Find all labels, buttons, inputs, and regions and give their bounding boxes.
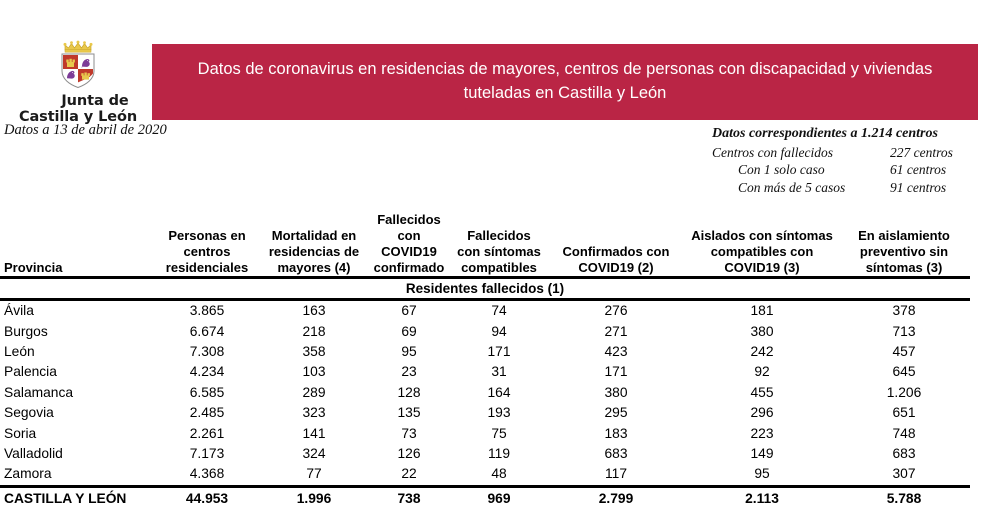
brand-name-line1: Junta de [61, 93, 129, 109]
cell-provincia: Palencia [4, 364, 57, 380]
column-header-fallecidos-compatibles: Fallecidos con síntomas compatibles [452, 212, 546, 278]
cell-value: 218 [302, 323, 326, 339]
cell-value: 380 [604, 384, 628, 400]
cell-value: 95 [401, 344, 417, 360]
cell-value: 651 [892, 405, 916, 421]
cell-value: 4.368 [189, 466, 225, 482]
cell-total-label: CASTILLA Y LEÓN [0, 486, 152, 510]
column-header-personas-centros: Personas en centros residenciales [152, 212, 262, 278]
cell-value: 48 [491, 466, 507, 482]
cell-value: 6.585 [189, 384, 225, 400]
cell-value: 323 [302, 405, 326, 421]
cell-value: 181 [750, 303, 774, 319]
cell-value: 92 [754, 364, 770, 380]
cell-total-value: 5.788 [838, 486, 970, 510]
cell-total-value: 738 [366, 486, 452, 510]
summary-value: 61 centros [890, 162, 947, 178]
cell-value: 7.308 [189, 344, 225, 360]
cell-value: 4.234 [189, 364, 225, 380]
cell-value: 141 [302, 425, 326, 441]
summary-block [712, 126, 974, 196]
cell-value: 295 [604, 405, 628, 421]
residences-data-table-wrapper [0, 212, 1003, 510]
cell-value: 126 [397, 445, 421, 461]
junta-castilla-y-leon-logo [8, 38, 148, 125]
cell-value: 683 [604, 445, 628, 461]
table-row [0, 403, 970, 423]
table-row [0, 444, 970, 464]
cell-value: 713 [892, 323, 916, 339]
cell-value: 2.485 [189, 405, 225, 421]
cell-value: 75 [491, 425, 507, 441]
cell-value: 1.206 [886, 384, 922, 400]
cell-value: 324 [302, 445, 326, 461]
cell-value: 289 [302, 384, 326, 400]
cell-value: 242 [750, 344, 774, 360]
cell-value: 171 [487, 344, 511, 360]
table-row [0, 342, 970, 362]
cell-provincia: Soria [4, 425, 37, 441]
brand-name-line2: Castilla y León [18, 108, 138, 125]
summary-row [712, 161, 974, 178]
cell-value: 31 [491, 364, 507, 380]
cell-value: 73 [401, 425, 417, 441]
data-date-note: Datos a 13 de abril de 2020 [4, 122, 167, 138]
cell-total-value: 969 [452, 486, 546, 510]
cell-value: 183 [604, 425, 628, 441]
cell-total-value: 2.799 [546, 486, 686, 510]
cell-provincia: Zamora [4, 466, 52, 482]
cell-value: 69 [401, 323, 417, 339]
cell-value: 74 [491, 303, 507, 319]
summary-title: Datos correspondientes a 1.214 centros [712, 126, 938, 141]
column-header-aislados-sintomas: Aislados con síntomas compatibles con COVID19 (3) [686, 212, 838, 278]
brand-name [8, 94, 148, 125]
cell-value: 748 [892, 425, 916, 441]
cell-value: 378 [892, 303, 916, 319]
column-header-aislamiento-preventivo: En aislamiento preventivo sin síntomas (3) [838, 212, 970, 278]
cell-value: 164 [487, 384, 511, 400]
cell-total-value: 1.996 [262, 486, 366, 510]
coat-of-arms-icon [8, 38, 148, 93]
cell-value: 358 [302, 344, 326, 360]
cell-value: 276 [604, 303, 628, 319]
summary-label: Con 1 solo caso [738, 162, 825, 178]
cell-value: 94 [491, 323, 507, 339]
cell-provincia: León [4, 344, 35, 360]
cell-value: 296 [750, 405, 774, 421]
summary-label: Centros con fallecidos [712, 145, 833, 160]
title-banner [152, 44, 978, 120]
cell-value: 271 [604, 323, 628, 339]
table-total-row [0, 486, 970, 510]
cell-value: 7.173 [189, 445, 225, 461]
cell-value: 457 [892, 344, 916, 360]
cell-value: 119 [488, 445, 510, 461]
cell-value: 117 [605, 466, 627, 482]
table-row [0, 322, 970, 342]
cell-value: 423 [604, 344, 628, 360]
cell-total-value: 44.953 [152, 486, 262, 510]
summary-row [712, 179, 974, 196]
cell-value: 103 [302, 364, 326, 380]
page-header [0, 0, 1003, 195]
cell-value: 23 [401, 364, 417, 380]
cell-value: 135 [397, 405, 421, 421]
cell-value: 128 [397, 384, 421, 400]
cell-value: 223 [750, 425, 774, 441]
cell-provincia: Salamanca [4, 384, 74, 400]
cell-value: 193 [487, 405, 511, 421]
cell-value: 77 [306, 466, 322, 482]
table-row [0, 424, 970, 444]
group-band-row [0, 278, 970, 300]
cell-provincia: Valladolid [4, 445, 63, 461]
cell-value: 683 [892, 445, 916, 461]
page-title: Datos de coronavirus en residencias de mayores, centros de personas con discapacidad y viviendas tuteladas en Castilla y León [197, 60, 933, 102]
summary-row [712, 144, 974, 161]
cell-provincia: Segovia [4, 405, 54, 421]
table-row [0, 464, 970, 486]
group-band-label: Residentes fallecidos (1) [0, 278, 970, 300]
residences-data-table [0, 212, 970, 510]
cell-value: 380 [750, 323, 774, 339]
cell-total-value: 2.113 [686, 486, 838, 510]
summary-value: 91 centros [890, 179, 947, 195]
cell-provincia: Burgos [4, 323, 48, 339]
cell-value: 163 [302, 303, 326, 319]
table-row [0, 362, 970, 382]
cell-value: 149 [750, 445, 774, 461]
summary-value: 227 centros [890, 145, 953, 160]
cell-value: 6.674 [189, 323, 225, 339]
summary-label: Con más de 5 casos [738, 179, 846, 195]
cell-value: 307 [892, 466, 916, 482]
cell-value: 22 [401, 466, 417, 482]
cell-value: 455 [750, 384, 774, 400]
column-header-mortalidad: Mortalidad en residencias de mayores (4) [262, 212, 366, 278]
table-row [0, 383, 970, 403]
cell-value: 2.261 [189, 425, 225, 441]
cell-value: 3.865 [189, 303, 225, 319]
table-body [0, 300, 970, 510]
column-header-confirmados: Confirmados con COVID19 (2) [546, 212, 686, 278]
cell-value: 95 [754, 466, 770, 482]
cell-value: 645 [892, 364, 916, 380]
cell-provincia: Ávila [4, 303, 34, 319]
cell-value: 67 [401, 303, 417, 319]
cell-value: 171 [604, 364, 628, 380]
column-header-provincia: Provincia [0, 212, 152, 278]
table-row [0, 300, 970, 322]
column-header-fallecidos-confirmado: Fallecidos con COVID19 confirmado [366, 212, 452, 278]
table-header-row [0, 212, 970, 278]
